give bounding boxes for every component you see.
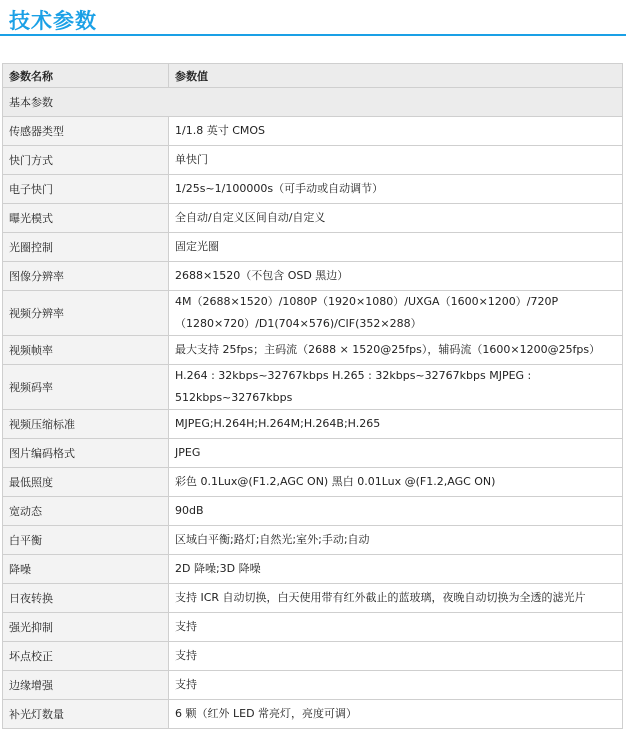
param-name: 降噪 bbox=[3, 555, 169, 584]
param-name: 最低照度 bbox=[3, 468, 169, 497]
table-row bbox=[3, 117, 623, 146]
table-row bbox=[3, 584, 623, 613]
param-name: 宽动态 bbox=[3, 497, 169, 526]
param-value: 支持 bbox=[169, 642, 623, 671]
param-value: 90dB bbox=[169, 497, 623, 526]
table-row bbox=[3, 410, 623, 439]
table-row bbox=[3, 365, 623, 410]
param-name: 视频码率 bbox=[3, 365, 169, 410]
table-row bbox=[3, 204, 623, 233]
table-row bbox=[3, 613, 623, 642]
param-value: 全自动/自定义区间自动/自定义 bbox=[169, 204, 623, 233]
table-row bbox=[3, 262, 623, 291]
param-value: 4M（2688×1520）/1080P（1920×1080）/UXGA（1600×1200）/720P（1280×720）/D1(704×576)/CIF(352×288） bbox=[169, 291, 623, 336]
param-name: 电子快门 bbox=[3, 175, 169, 204]
section-row bbox=[3, 88, 623, 117]
param-value: 2D 降噪;3D 降噪 bbox=[169, 555, 623, 584]
param-name: 坏点校正 bbox=[3, 642, 169, 671]
param-name: 光圈控制 bbox=[3, 233, 169, 262]
param-name: 传感器类型 bbox=[3, 117, 169, 146]
table-row bbox=[3, 146, 623, 175]
param-value: 固定光圈 bbox=[169, 233, 623, 262]
param-name: 补光灯数量 bbox=[3, 700, 169, 729]
table-row bbox=[3, 526, 623, 555]
param-value: 1/25s~1/100000s（可手动或自动调节） bbox=[169, 175, 623, 204]
param-name: 视频帧率 bbox=[3, 336, 169, 365]
table-row bbox=[3, 439, 623, 468]
param-value: 单快门 bbox=[169, 146, 623, 175]
param-value: 支持 ICR 自动切换，白天使用带有红外截止的蓝玻璃，夜晚自动切换为全透的滤光片 bbox=[169, 584, 623, 613]
param-name: 曝光模式 bbox=[3, 204, 169, 233]
table-header-row bbox=[3, 64, 623, 88]
table-row bbox=[3, 555, 623, 584]
param-value: 支持 bbox=[169, 671, 623, 700]
table-row bbox=[3, 497, 623, 526]
param-name: 强光抑制 bbox=[3, 613, 169, 642]
table-row bbox=[3, 642, 623, 671]
param-value: 支持 bbox=[169, 613, 623, 642]
table-row bbox=[3, 175, 623, 204]
param-name: 日夜转换 bbox=[3, 584, 169, 613]
param-value: H.264 : 32kbps~32767kbps H.265 : 32kbps~32767kbps MJPEG : 512kbps~32767kbps bbox=[169, 365, 623, 410]
param-name: 图像分辨率 bbox=[3, 262, 169, 291]
param-value: 1/1.8 英寸 CMOS bbox=[169, 117, 623, 146]
param-name: 视频分辨率 bbox=[3, 291, 169, 336]
title-divider bbox=[0, 34, 626, 36]
param-name: 边缘增强 bbox=[3, 671, 169, 700]
param-name: 快门方式 bbox=[3, 146, 169, 175]
table-row bbox=[3, 468, 623, 497]
param-name: 视频压缩标准 bbox=[3, 410, 169, 439]
header-param-name: 参数名称 bbox=[3, 64, 169, 88]
table-row bbox=[3, 671, 623, 700]
table-row bbox=[3, 336, 623, 365]
param-value: MJPEG;H.264H;H.264M;H.264B;H.265 bbox=[169, 410, 623, 439]
param-value: JPEG bbox=[169, 439, 623, 468]
table-row bbox=[3, 233, 623, 262]
section-label: 基本参数 bbox=[3, 88, 623, 117]
param-value: 6 颗（红外 LED 常亮灯，亮度可调） bbox=[169, 700, 623, 729]
param-value: 2688×1520（不包含 OSD 黑边） bbox=[169, 262, 623, 291]
param-name: 图片编码格式 bbox=[3, 439, 169, 468]
page-title: 技术参数 bbox=[9, 9, 97, 33]
param-value: 区域白平衡;路灯;自然光;室外;手动;自动 bbox=[169, 526, 623, 555]
table-row bbox=[3, 291, 623, 336]
header-param-value: 参数值 bbox=[169, 64, 623, 88]
spec-table bbox=[2, 63, 623, 729]
param-value: 彩色 0.1Lux@(F1.2,AGC ON) 黑白 0.01Lux @(F1.2,AGC ON) bbox=[169, 468, 623, 497]
param-value: 最大支持 25fps；主码流（2688 × 1520@25fps），辅码流（1600×1200@25fps） bbox=[169, 336, 623, 365]
table-row bbox=[3, 700, 623, 729]
param-name: 白平衡 bbox=[3, 526, 169, 555]
